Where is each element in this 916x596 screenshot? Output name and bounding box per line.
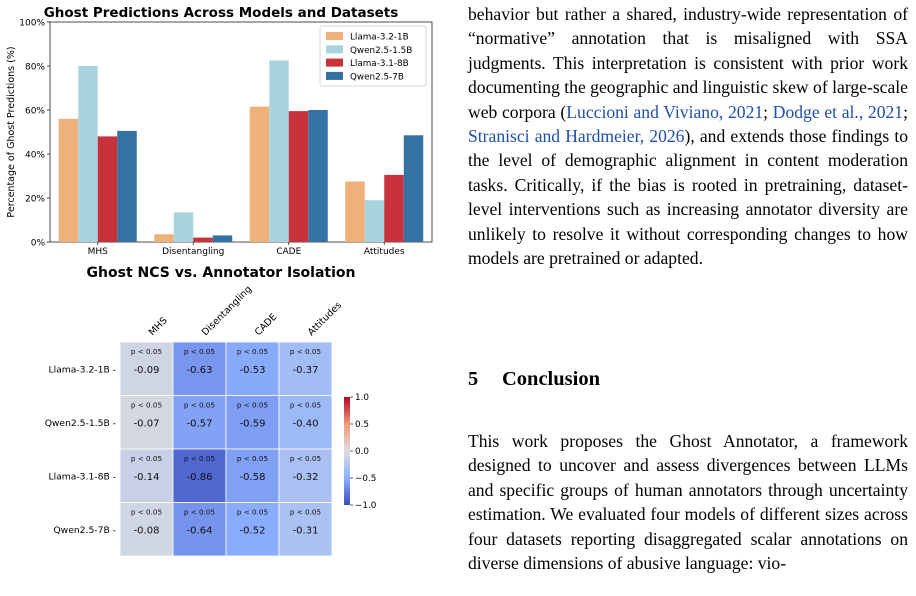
heatmap-significance-label: p < 0.05 [289, 400, 322, 410]
heatmap-chart [45, 284, 377, 556]
y-axis-label: Percentage of Ghost Predictions (%) [6, 46, 17, 218]
bar-llama-3-2-1b-cade [250, 107, 270, 242]
heatmap-significance-label: p < 0.05 [183, 507, 216, 517]
y-tick-label: 20% [24, 194, 45, 205]
heatmap-significance-label: p < 0.05 [289, 454, 322, 463]
y-tick-label: 80% [24, 62, 45, 73]
bar-llama-3-1-8b-disentangling [193, 238, 213, 242]
citation-dodge[interactable]: Dodge et al., 2021 [772, 101, 904, 122]
bar-legend [320, 26, 426, 86]
heatmap-significance-label: p < 0.05 [236, 400, 269, 410]
heatmap-significance-label: p < 0.05 [183, 400, 216, 410]
heatmap-value-label: -0.63 [186, 365, 213, 376]
section-number: 5 [468, 368, 479, 390]
heatmap-significance-label: p < 0.05 [236, 507, 269, 517]
heatmap-value-label: -0.64 [186, 525, 213, 537]
y-tick-label: 40% [24, 150, 45, 161]
heatmap-significance-label: p < 0.05 [130, 454, 163, 463]
heatmap-value-label: -0.86 [186, 472, 213, 483]
colorbar-tick-label: 0.5 [355, 420, 369, 431]
heatmap-significance-label: p < 0.05 [183, 347, 216, 356]
section-title: Conclusion [502, 368, 600, 390]
colorbar-tick-label: 1.0 [355, 393, 369, 404]
bar-qwen2-5-1-5b-cade [269, 61, 289, 243]
para1-text-a: behavior but rather a shared, industry-wide representation of “normative” annotation that is misaligned with SSA judgments. This interpretation is consistent with prior work documenting the geographic and linguistic skew of large-scale web corpora ( [468, 4, 908, 122]
citation-separator: ; [763, 101, 773, 122]
bar-qwen2-5-1-5b-disentangling [174, 212, 194, 242]
heatmap-significance-label: p < 0.05 [130, 507, 163, 517]
bar-llama-3-1-8b-cade [289, 111, 309, 242]
heatmap-value-label: -0.09 [133, 365, 160, 376]
para1-text-b: ), and extends those findings to the level of demographic alignment in content moderation tasks. Critically, if the bias is rooted in pretraining, dataset-level interventions such as increasing annotator diversity are unlikely to resolve it without corresponding changes to how models are pretrained or adapted. [468, 126, 908, 269]
heatmap-value-label: -0.08 [133, 525, 160, 537]
heatmap-column-label: Disentangling [199, 283, 255, 339]
heatmap-column-label: MHS [146, 315, 170, 339]
heatmap-value-label: -0.58 [239, 472, 266, 483]
x-tick-label: Attitudes [363, 247, 405, 257]
legend-label: Qwen2.5-1.5B [350, 45, 413, 56]
heatmap-value-label: -0.31 [292, 525, 319, 537]
body-paragraph-2: This work proposes the Ghost Annotator, a framework designed to uncover and assess divergences between LLMs and specific groups of human annotators through uncertainty estimation. We evaluated four models of different sizes across four datasets reporting disaggregated scalar annotations on diverse dimensions of abusive language: vio- [468, 431, 908, 574]
y-tick-label: 100% [19, 18, 45, 29]
heatmap-value-label: -0.07 [133, 418, 160, 430]
legend-swatch [326, 72, 343, 80]
section-heading [468, 368, 600, 391]
y-tick-label: 0% [30, 238, 45, 249]
legend-swatch [326, 32, 343, 40]
heatmap-value-label: -0.52 [239, 525, 266, 537]
heatmap-title: Ghost NCS vs. Annotator Isolation [86, 265, 356, 281]
heatmap-significance-label: p < 0.05 [130, 347, 163, 356]
heatmap-row-label: Qwen2.5-7B - [53, 524, 116, 536]
body-paragraph-1 [468, 2, 908, 270]
heatmap-column-label: CADE [252, 311, 280, 339]
y-tick-label: 60% [24, 106, 45, 117]
bar-qwen2-5-1-5b-mhs [78, 66, 98, 242]
legend-swatch [326, 45, 343, 53]
citation-stranisci[interactable]: Stranisci and Hardmeier, 2026 [468, 126, 685, 147]
bar-chart [6, 19, 432, 258]
bar-llama-3-2-1b-disentangling [154, 234, 174, 242]
bar-qwen2-5-7b-disentangling [213, 235, 233, 242]
colorbar-tick-label: 0.0 [355, 447, 369, 458]
heatmap-value-label: -0.32 [292, 472, 319, 483]
legend-label: Qwen2.5-7B [350, 72, 404, 83]
heatmap-row-label: Llama-3.1-8B - [48, 471, 116, 483]
colorbar-tick-label: −0.5 [355, 474, 377, 485]
legend-label: Llama-3.2-1B [350, 32, 409, 43]
heatmap-value-label: -0.53 [239, 365, 266, 376]
heatmap-value-label: -0.59 [239, 418, 266, 430]
x-tick-label: Disentangling [162, 247, 225, 257]
heatmap-value-label: -0.40 [292, 418, 319, 430]
colorbar-tick-label: −1.0 [355, 501, 377, 512]
heatmap-significance-label: p < 0.05 [130, 400, 163, 410]
legend-label: Llama-3.1-8B [350, 59, 409, 70]
bar-llama-3-2-1b-mhs [59, 119, 79, 242]
x-tick-label: CADE [276, 247, 302, 257]
heatmap-significance-label: p < 0.05 [236, 347, 269, 356]
heatmap-significance-label: p < 0.05 [236, 454, 269, 463]
bar-qwen2-5-7b-mhs [117, 131, 137, 242]
bar-llama-3-2-1b-attitudes [345, 182, 365, 243]
bar-llama-3-1-8b-attitudes [384, 175, 404, 242]
colorbar [344, 397, 350, 505]
bar-llama-3-1-8b-mhs [98, 136, 118, 242]
heatmap-value-label: -0.37 [292, 365, 319, 376]
bar-qwen2-5-1-5b-attitudes [365, 200, 385, 242]
heatmap-significance-label: p < 0.05 [183, 454, 216, 463]
bar-qwen2-5-7b-cade [308, 110, 328, 242]
heatmap-value-label: -0.57 [186, 418, 213, 430]
heatmap-significance-label: p < 0.05 [289, 347, 322, 356]
heatmap-row-label: Qwen2.5-1.5B - [44, 417, 116, 429]
citation-luccioni[interactable]: Luccioni and Viviano, 2021 [566, 101, 764, 122]
legend-swatch [326, 59, 343, 67]
citation-separator: ; [903, 101, 908, 122]
heatmap-row-label: Llama-3.2-1B - [48, 364, 116, 376]
x-tick-label: MHS [87, 247, 108, 257]
bar-chart-title: Ghost Predictions Across Models and Datasets [43, 5, 399, 21]
heatmap-value-label: -0.14 [133, 472, 160, 483]
heatmap-significance-label: p < 0.05 [289, 507, 322, 517]
bar-qwen2-5-7b-attitudes [404, 135, 424, 242]
heatmap-column-label: Attitudes [305, 299, 345, 339]
